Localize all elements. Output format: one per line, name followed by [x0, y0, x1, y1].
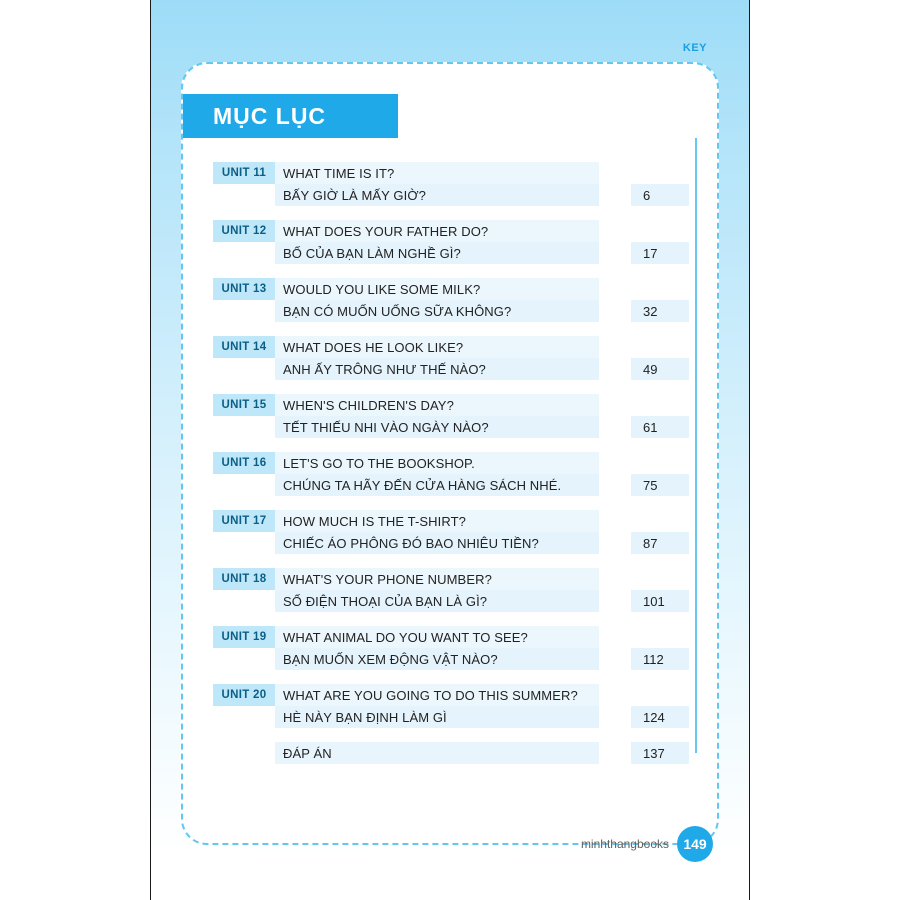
toc-entry-english: WHAT DOES HE LOOK LIKE?	[275, 336, 599, 358]
toc-entry-english: WHAT DOES YOUR FATHER DO?	[275, 220, 599, 242]
toc-gap	[599, 532, 631, 554]
publisher-brand: minhthangbooks	[580, 837, 669, 851]
unit-tag-spacer	[213, 416, 275, 438]
toc-gap	[599, 300, 631, 322]
toc-vertical-rule	[695, 138, 697, 753]
toc-page-number: 49	[631, 358, 689, 380]
unit-tag-spacer	[213, 358, 275, 380]
unit-tag: UNIT 12	[213, 220, 275, 242]
toc-gap	[599, 416, 631, 438]
toc-entry-english: HOW MUCH IS THE T-SHIRT?	[275, 510, 599, 532]
toc-entry[interactable]	[213, 278, 689, 322]
unit-tag: UNIT 16	[213, 452, 275, 474]
toc-gap	[599, 568, 631, 590]
toc-entry-vietnamese-row	[213, 300, 689, 322]
toc-entry-english-row	[213, 336, 689, 358]
toc-entry-vietnamese-row	[213, 416, 689, 438]
unit-tag: UNIT 17	[213, 510, 275, 532]
toc-entry-vietnamese-row	[213, 358, 689, 380]
unit-tag-spacer	[213, 184, 275, 206]
toc-entry-vietnamese: TẾT THIẾU NHI VÀO NGÀY NÀO?	[275, 416, 599, 438]
toc-entry-english-row	[213, 684, 689, 706]
toc-page-placeholder	[631, 452, 689, 474]
toc-entry-vietnamese: ANH ẤY TRÔNG NHƯ THẾ NÀO?	[275, 358, 599, 380]
toc-entry-english-row	[213, 626, 689, 648]
table-of-contents	[213, 162, 689, 778]
toc-entry-vietnamese-row	[213, 706, 689, 728]
toc-page-number: 101	[631, 590, 689, 612]
toc-entry[interactable]	[213, 394, 689, 438]
toc-gap	[599, 510, 631, 532]
unit-tag: UNIT 13	[213, 278, 275, 300]
toc-entry-english-row	[213, 278, 689, 300]
toc-answers-page: 137	[631, 742, 689, 764]
toc-entry-english-row	[213, 568, 689, 590]
toc-entry-vietnamese-row	[213, 648, 689, 670]
toc-entry-english-row	[213, 220, 689, 242]
toc-gap	[599, 684, 631, 706]
toc-entry[interactable]	[213, 336, 689, 380]
toc-page-number: 124	[631, 706, 689, 728]
unit-tag-spacer	[213, 706, 275, 728]
toc-entry-english: LET'S GO TO THE BOOKSHOP.	[275, 452, 599, 474]
toc-entry-english: WHAT TIME IS IT?	[275, 162, 599, 184]
toc-entry-vietnamese: BẤY GIỜ LÀ MẤY GIỜ?	[275, 184, 599, 206]
toc-entry-vietnamese: CHÚNG TA HÃY ĐẾN CỬA HÀNG SÁCH NHÉ.	[275, 474, 599, 496]
page-title: MỤC LỤC	[213, 102, 327, 129]
toc-entry[interactable]	[213, 684, 689, 728]
toc-entry[interactable]	[213, 220, 689, 264]
toc-page-placeholder	[631, 220, 689, 242]
toc-gap	[599, 394, 631, 416]
unit-tag-spacer	[213, 474, 275, 496]
toc-gap	[599, 162, 631, 184]
toc-page-number: 75	[631, 474, 689, 496]
page-title-band	[183, 94, 398, 138]
book-page	[150, 0, 750, 900]
unit-tag: UNIT 18	[213, 568, 275, 590]
toc-answers-row	[213, 742, 689, 764]
toc-gap	[599, 278, 631, 300]
unit-tag-spacer	[213, 532, 275, 554]
toc-entry-english-row	[213, 394, 689, 416]
toc-entry-answers[interactable]	[213, 742, 689, 764]
unit-tag-spacer	[213, 300, 275, 322]
unit-tag: UNIT 15	[213, 394, 275, 416]
toc-page-number: 6	[631, 184, 689, 206]
unit-tag-spacer	[213, 590, 275, 612]
toc-entry-vietnamese-row	[213, 590, 689, 612]
toc-page-number: 87	[631, 532, 689, 554]
key-label: KEY	[682, 42, 707, 54]
toc-entry-vietnamese: CHIẾC ÁO PHÔNG ĐÓ BAO NHIÊU TIỀN?	[275, 532, 599, 554]
unit-tag: UNIT 11	[213, 162, 275, 184]
toc-entry[interactable]	[213, 162, 689, 206]
toc-entry-english-row	[213, 162, 689, 184]
toc-entry-vietnamese-row	[213, 474, 689, 496]
toc-entry-vietnamese: BẠN CÓ MUỐN UỐNG SỮA KHÔNG?	[275, 300, 599, 322]
toc-page-placeholder	[631, 162, 689, 184]
toc-page-placeholder	[631, 394, 689, 416]
toc-page-placeholder	[631, 278, 689, 300]
toc-page-placeholder	[631, 568, 689, 590]
toc-page-placeholder	[631, 510, 689, 532]
toc-entry-vietnamese: BỐ CỦA BẠN LÀM NGHỀ GÌ?	[275, 242, 599, 264]
toc-entry-english: WHAT ARE YOU GOING TO DO THIS SUMMER?	[275, 684, 599, 706]
toc-entry-english-row	[213, 510, 689, 532]
toc-page-placeholder	[631, 684, 689, 706]
toc-gap	[599, 474, 631, 496]
toc-entry-vietnamese-row	[213, 242, 689, 264]
page-number-badge: 149	[677, 826, 713, 862]
toc-page-number: 17	[631, 242, 689, 264]
toc-gap	[599, 242, 631, 264]
toc-entry-english: WHAT ANIMAL DO YOU WANT TO SEE?	[275, 626, 599, 648]
toc-entry-english-row	[213, 452, 689, 474]
toc-gap	[599, 648, 631, 670]
toc-entry[interactable]	[213, 452, 689, 496]
toc-entry[interactable]	[213, 626, 689, 670]
unit-tag: UNIT 20	[213, 684, 275, 706]
toc-answers-label: ĐÁP ÁN	[275, 742, 599, 764]
toc-entry-vietnamese: HÈ NÀY BẠN ĐỊNH LÀM GÌ	[275, 706, 599, 728]
page-footer	[581, 826, 713, 862]
toc-gap	[599, 626, 631, 648]
toc-page-placeholder	[631, 626, 689, 648]
toc-page-number: 32	[631, 300, 689, 322]
unit-tag: UNIT 14	[213, 336, 275, 358]
toc-gap	[599, 706, 631, 728]
toc-entry[interactable]	[213, 510, 689, 554]
toc-page-placeholder	[631, 336, 689, 358]
content-card	[181, 62, 719, 845]
unit-tag-spacer	[213, 742, 275, 764]
toc-page-number: 61	[631, 416, 689, 438]
toc-gap	[599, 184, 631, 206]
toc-gap	[599, 452, 631, 474]
toc-entry-vietnamese: SỐ ĐIỆN THOẠI CỦA BẠN LÀ GÌ?	[275, 590, 599, 612]
toc-gap	[599, 358, 631, 380]
toc-entry-vietnamese-row	[213, 532, 689, 554]
toc-entry[interactable]	[213, 568, 689, 612]
toc-entry-vietnamese: BẠN MUỐN XEM ĐỘNG VẬT NÀO?	[275, 648, 599, 670]
toc-gap	[599, 590, 631, 612]
unit-tag: UNIT 19	[213, 626, 275, 648]
toc-gap	[599, 742, 631, 764]
toc-gap	[599, 336, 631, 358]
unit-tag-spacer	[213, 648, 275, 670]
toc-entry-vietnamese-row	[213, 184, 689, 206]
toc-entry-english: WHAT'S YOUR PHONE NUMBER?	[275, 568, 599, 590]
toc-entry-english: WHEN'S CHILDREN'S DAY?	[275, 394, 599, 416]
unit-tag-spacer	[213, 242, 275, 264]
toc-page-number: 112	[631, 648, 689, 670]
toc-entry-english: WOULD YOU LIKE SOME MILK?	[275, 278, 599, 300]
toc-gap	[599, 220, 631, 242]
